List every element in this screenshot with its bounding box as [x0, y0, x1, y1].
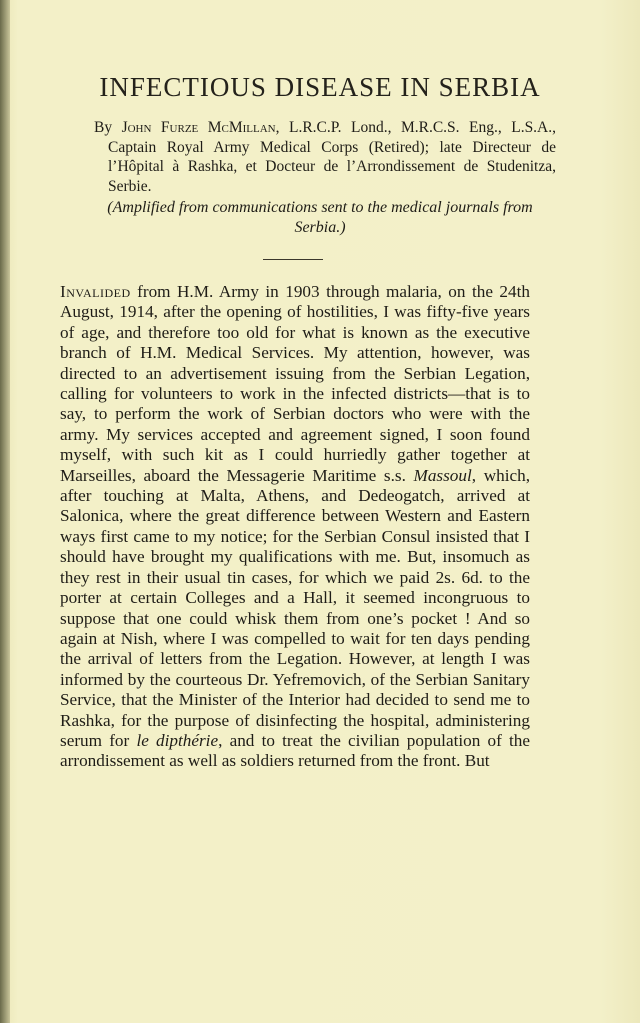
author-name: John Furze McMillan: [121, 119, 276, 136]
article-title: INFECTIOUS DISEASE IN SERBIA: [99, 72, 541, 102]
page-gutter-shadow: [0, 0, 10, 1023]
source-note: (Amplified from communications sent to the medical journals from Serbia.): [107, 199, 533, 236]
author-byline: [80, 118, 556, 196]
disease-name: le dipthérie: [136, 730, 219, 750]
article-body: [60, 282, 530, 772]
lead-word: Invalided: [60, 282, 131, 301]
body-part-2: , which, after touching at Malta, Athens, and Dedeogatch, arrived at Salonica, where the great difference between Western and Eastern ways first came to my notice; for the Serbian Consul insisted that I should have brought my qualifications with me. But, insomuch as they rest in their usual tin cases, for which we paid 2s. 6d. to the porter at certain Colleges and a Hall, it seemed incongruous to suppose that one could whisk them from one’s pocket ! And so again at Nish, where I was compelled to wait for ten days pending the arrival of letters from the Legation. However, at length I was informed by the courteous Dr. Yefremovich, of the Serbian Sanitary Service, that the Minister of the Interior had decided to send me to Rashka, for the purpose of disinfecting the hospital, administering serum for: [60, 465, 530, 750]
author-credentials: , L.R.C.P. Lond., M.R.C.S. Eng., L.S.A., Captain Royal Army Medical Corps (Retired); late Directeur de l’Hôpital à Rashka, et Docteur de l’Arrondissement de Studenitza, Serbie.: [108, 119, 557, 195]
section-divider: [263, 259, 323, 260]
body-part-1: from H.M. Army in 1903 through malaria, on the 24th August, 1914, after the opening of hostilities, I was fifty-five years of age, and therefore too old for what is known as the executive branch of H.M. Medical Services. My attention, however, was directed to an advertisement issuing from the Serbian Legation, calling for volunteers to work in the infected districts—that is to say, to perform the work of Serbian doctors who were with the army. My services accepted and agreement signed, I soon found myself, with such kit as I could hurriedly gather together at Marseilles, aboard the Messagerie Maritime s.s.: [60, 282, 530, 485]
ship-name: Massoul: [413, 465, 472, 485]
byline-prefix: By: [94, 119, 122, 136]
body-part-3: , and to treat the civilian population of the arrondissement as well as soldiers returned from the front. But: [60, 730, 531, 771]
